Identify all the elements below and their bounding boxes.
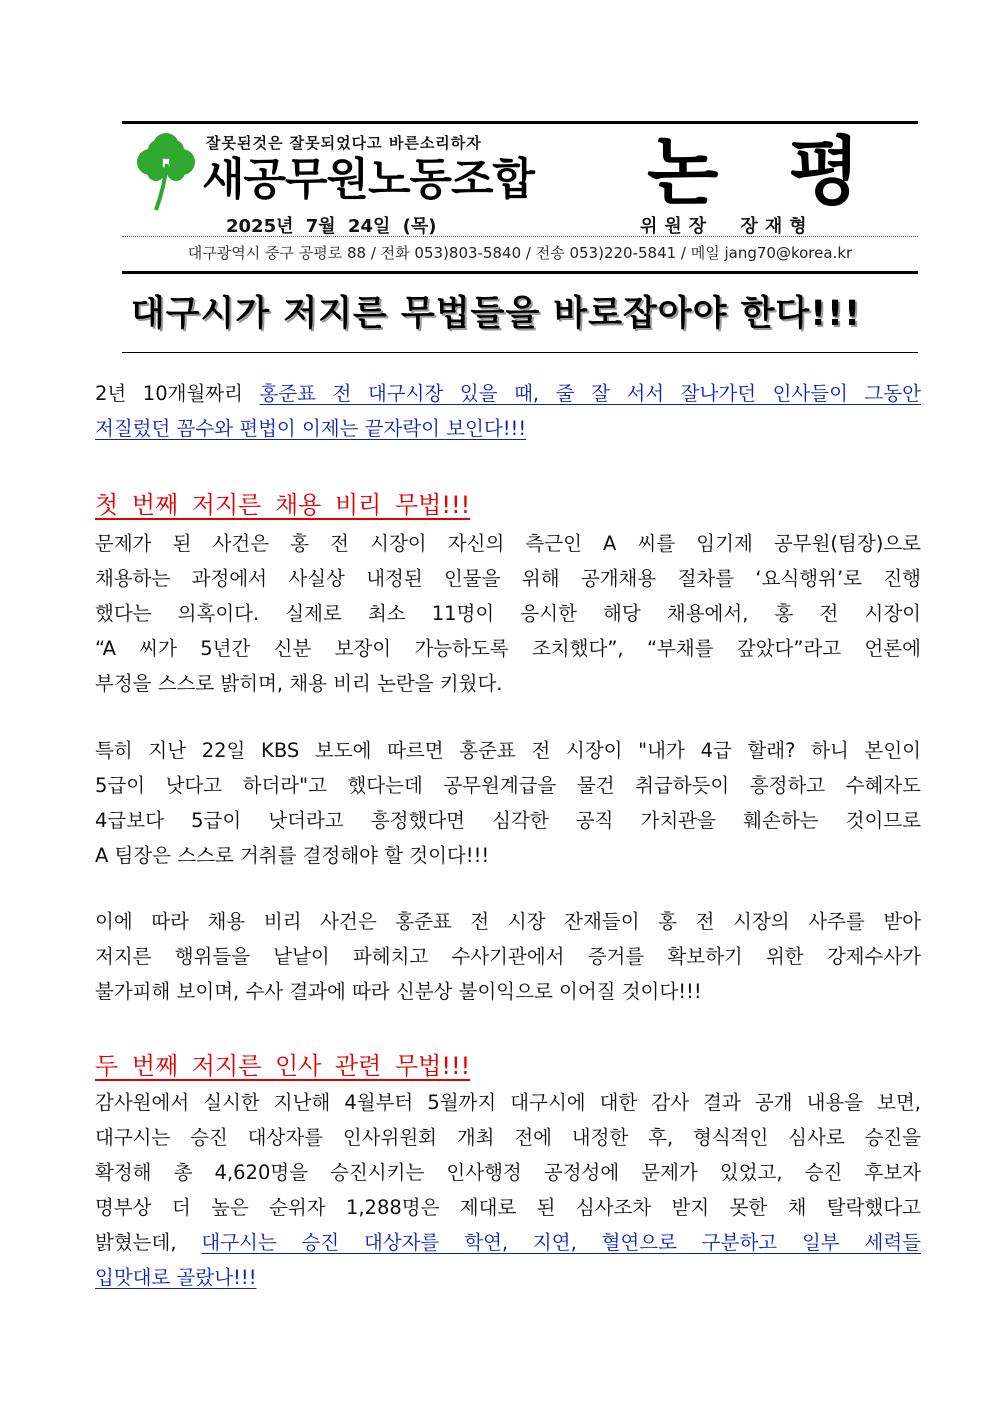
clover-icon bbox=[134, 130, 198, 212]
text-line: 문제가 된 사건은 홍 전 시장이 자신의 측근인 A 씨를 임기제 공무원(팀장)으로 bbox=[95, 532, 921, 555]
letterhead bbox=[122, 121, 930, 274]
text-line: 저지른 행위들을 낱낱이 파헤치고 수사기관에서 증거를 확보하기 위한 강제수사가 bbox=[95, 945, 921, 968]
divider bbox=[122, 236, 918, 237]
paragraph bbox=[95, 1085, 921, 1295]
highlight-text: 입맛대로 골랐나!!! bbox=[95, 1266, 257, 1289]
text-line: 확정해 총 4,620명을 승진시키는 인사행정 공정성에 문제가 있었고, 승진 후보자 bbox=[95, 1161, 921, 1184]
doc-type-label: 논평 bbox=[647, 129, 930, 215]
section-heading: 두 번째 저지른 인사 관련 무법!!! bbox=[95, 1052, 471, 1080]
text-line: 명부상 더 높은 순위자 1,288명은 제대로 된 심사조차 받지 못한 채 탈락했다고 bbox=[95, 1196, 921, 1219]
intro-highlight: 홍준표 전 대구시장 있을 때, 줄 잘 서서 잘나가던 인사들이 그동안 bbox=[259, 382, 921, 405]
paragraph bbox=[95, 733, 921, 873]
section-heading: 첫 번째 저지른 채용 비리 무법!!! bbox=[95, 491, 471, 519]
chairperson: 위원장 장재형 bbox=[640, 216, 814, 237]
text-line: 4급보다 5급이 낫더라고 흥정했다면 심각한 공직 가치관을 훼손하는 것이므로 bbox=[95, 809, 921, 832]
slogan: 잘못된것은 잘못되었다고 바른소리하자 bbox=[206, 134, 482, 152]
divider bbox=[122, 352, 918, 353]
text-segment: 밝혔는데, bbox=[95, 1231, 202, 1254]
union-name: 새공무원노동조합 bbox=[202, 154, 535, 205]
highlight-text: 대구시는 승진 대상자를 학연, 지연, 혈연으로 구분하고 일부 세력들 bbox=[201, 1231, 921, 1254]
contact-info: 대구광역시 중구 공평로 88 / 전화 053)803-5840 / 전송 053)220-5841 / 메일 jang70@korea.kr bbox=[187, 244, 853, 262]
text-line: 이에 따라 채용 비리 사건은 홍준표 전 시장 잔재들이 홍 전 시장의 사주를 받아 bbox=[95, 910, 921, 933]
text-line: 특히 지난 22일 KBS 보도에 따르면 홍준표 전 시장이 "내가 4급 할래? 하니 본인이 bbox=[95, 739, 921, 762]
text-line: 대구시는 승진 대상자를 인사위원회 개최 전에 내정한 후, 형식적인 심사로 승진을 bbox=[95, 1126, 921, 1149]
text-line: 감사원에서 실시한 지난해 4월부터 5월까지 대구시에 대한 감사 결과 공개 내용을 보면, bbox=[95, 1091, 921, 1114]
intro-paragraph bbox=[95, 376, 921, 446]
text-line: A 팀장은 스스로 거취를 결정해야 할 것이다!!! bbox=[95, 844, 490, 867]
text-line: 했다는 의혹이다. 실제로 최소 11명이 응시한 해당 채용에서, 홍 전 시장이 bbox=[95, 602, 921, 625]
text-line: 채용하는 과정에서 사실상 내정된 인물을 위해 공개채용 절차를 ‘요식행위’로 진행 bbox=[95, 567, 921, 590]
intro-text: 2년 10개월짜리 bbox=[95, 382, 260, 405]
text-line: 5급이 낫다고 하더라"고 했다는데 공무원계급을 물건 취급하듯이 흥정하고 수혜자도 bbox=[95, 774, 921, 797]
text-line: 불가피해 보이며, 수사 결과에 따라 신분상 불이익으로 이어질 것이다!!! bbox=[95, 980, 702, 1003]
document-title: 대구시가 저지른 무법들을 바로잡아야 한다!!! bbox=[130, 294, 862, 334]
paragraph bbox=[95, 904, 921, 1009]
paragraph bbox=[95, 526, 921, 701]
intro-highlight: 저질렀던 꼼수와 편법이 이제는 끝자락이 보인다!!! bbox=[95, 417, 527, 440]
issue-date: 2025년 7월 24일 (목) bbox=[226, 216, 437, 237]
text-line: 부정을 스스로 밝히며, 채용 비리 논란을 키웠다. bbox=[95, 672, 503, 695]
text-line: “A 씨가 5년간 신분 보장이 가능하도록 조치했다”, “부채를 갚았다”라고 언론에 bbox=[95, 637, 921, 660]
